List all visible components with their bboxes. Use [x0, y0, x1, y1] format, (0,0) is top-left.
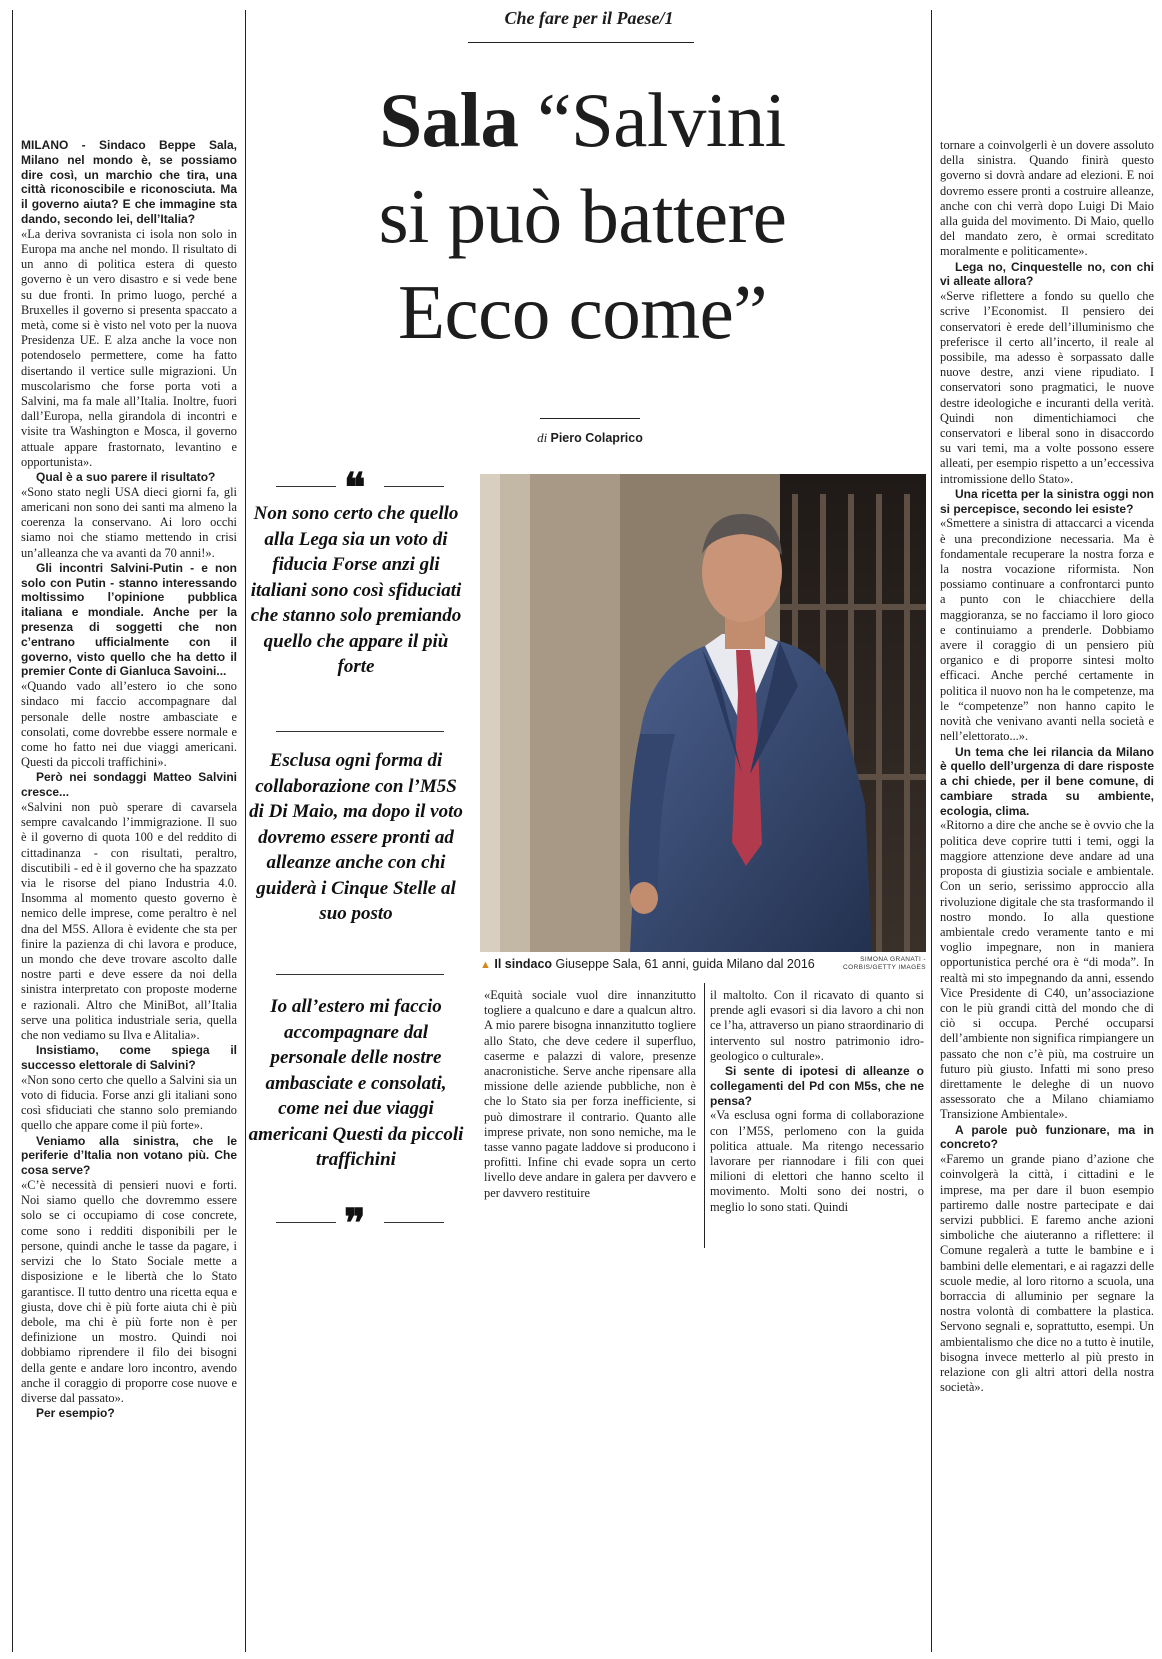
- interview-question: Però nei sondaggi Matteo Salvini cresce...: [21, 770, 237, 800]
- kicker-underline: [468, 42, 694, 43]
- photo-giuseppe-sala: [480, 474, 926, 952]
- interview-answer: «Va esclusa ogni forma di collaborazione con l’M5S, perlomeno con la guida politica attuale. Ma ritengo necessario lavorare per riannodare i fili con quei milioni di elettori che hanno scelto il movimento. Molti sono dei nostri, o meglio lo sono stati. Quindi: [710, 1108, 924, 1214]
- section-kicker: Che fare per il Paese/1: [504, 8, 674, 28]
- interview-question: Un tema che lei rilancia da Milano è quello dell’urgenza di dare risposte a chi chiede, per il bene comune, di cambiare strada su ambiente, ecologia, clima.: [940, 744, 1154, 818]
- pullquote-divider-2: [276, 974, 444, 975]
- byline: [470, 430, 710, 446]
- article-column-3: [484, 988, 696, 1201]
- pullquote-3: Io all’estero mi faccio accompagnare dal personale delle nostre ambasciate e consolati, come nei due viaggi americani Questi da piccoli traffichini: [248, 996, 464, 1170]
- interview-answer: «Faremo un grande piano d’azione che coinvolgerà la città, i cittadini e le imprese, ma per dare il buon esempio partiremo dalle nostre partecipate e dai servizi pubblici. E faremo anche azioni simboliche che aiuteranno a riflettere: il Comune regalerà a tutte le bambine e i bambini delle elementari, e ai ragazzi delle scuole medie, al loro ritorno a scuola, una borraccia di alluminio per segnare la nostra volontà di combattere la plastica. Servono segnali e, soprattutto, esempi. Un ambientalismo che dice no a tutto è inutile, bisogna invece metterlo al più presto in relazione con gli altri attori della nostra società».: [940, 1152, 1154, 1395]
- column-rule-inner: [704, 983, 705, 1248]
- caption-triangle-icon: ▲: [480, 959, 491, 971]
- pullquote-top-rule-right: [384, 486, 444, 487]
- caption-label: Il sindaco: [494, 957, 553, 971]
- photo-caption: [480, 957, 926, 971]
- interview-question: [21, 138, 237, 227]
- byline-rule: [540, 418, 640, 419]
- photo-illustration: [480, 474, 926, 952]
- column-rule-left-outer: [12, 10, 13, 1652]
- interview-answer: «C’è necessità di pensieri nuovi e forti. Noi siamo quello che dovremmo essere solo se ci occupiamo di cose concrete, come sono i redditi disponibili per le persone, quindi anche le tasse da pagare, i servizi che lo Stato Sociale mette a disposizione e le libertà che lo Stato garantisce. Il tutto dentro una ricetta equa e giusta, dove chi è più forte aiuta chi è più debole, ma chi è più forte non è per definizione un mostro. Quindi noi dobbiamo riprendere il filo dei bisogni della gente e andare loro incontro, avendo anche il coraggio di proporre cose nuove e diverse dal passato».: [21, 1178, 237, 1405]
- photo-credit: SIMONA GRANATI - CORBIS/GETTY IMAGES: [843, 956, 926, 971]
- pullquote-2: Esclusa ogni forma di collaborazione con l’M5S di Di Maio, ma dopo il voto dovremo essere pronti ad alleanze anche con chi guiderà i Cinque Stelle al suo posto: [249, 750, 463, 924]
- interview-answer: «Ritorno a dire che anche se è ovvio che la politica deve coprire tutti i temi, oggi la maggiore attenzione deve andare ad una proposta di giustizia sociale e ambientale. Con un serio, serissimo approccio alla rivoluzione digitale che sta trasformando il nostro mondo. Io alla questione ambientale credo veramente tanto e mi voglio impegnare, non in maniera opportunistica perché ora è “di moda”. In realtà mi sto impegnando da anni, essendo Vice Presidente di C40, un’associazione con le più grandi città del mondo che di ciò si occupa. Perché occuparsi dell’ambiente non significa rimpiangere un passato che non c’è più, ma costruire un futuro più giusto. Infatti mi sono preso direttamente le deleghe di un nuovo assessorato che a Milano chiamiamo Transizione Ambientale».: [940, 818, 1155, 1122]
- article-column-5: [940, 138, 1154, 1395]
- close-quote-icon: ❞: [344, 1201, 366, 1246]
- open-quote-icon: ❝: [344, 465, 366, 510]
- interview-answer: «Serve riflettere a fondo su quello che scrive l’Economist. Il pensiero dei conservatori è erede dell’illuminismo che preferisce il certo all’incerto, il reale al possibile, ma adesso è sorpassato dalle nuove destre, anzi viene ripudiato. I conservatori sono pragmatici, le nuove destre ideologiche e incuranti della verità. Quindi non dimentichiamoci che conservatori e liberal sono in disaccordo su vari temi, ma a volte possono essere alleati, per esempio rispetto a un’eccessiva intromissione dello Stato».: [940, 289, 1154, 486]
- interview-question: A parole può funzionare, ma in concreto?: [940, 1122, 1154, 1152]
- interview-answer: «Smettere a sinistra di attaccarci a vicenda è una precondizione necessaria. Ma è fondamentale recuperare la nostra forza e la nostra vocazione riformista. Non possiamo continuare a confrontarci punto a punto con le chiacchiere della maggioranza, se no facciamo il loro gioco e continuiamo a prenderle. Dobbiamo avere il coraggio di un pensiero più organico e di proporre sintesi molto efficaci. Anche perché certamente in politica il nuovo non ha le competenze, ma le “competenze” non hanno capito le novità che venivano avanti nella società e nell’elettorato...».: [940, 516, 1154, 744]
- column-rule-right: [931, 10, 932, 1652]
- pullquote-top-rule-left: [276, 486, 336, 487]
- interview-question: Insistiamo, come spiega il successo elettorale di Salvini?: [21, 1043, 237, 1073]
- pullquote-divider-1: [276, 731, 444, 732]
- interview-answer: tornare a coinvolgerli è un dovere assoluto della sinistra. Quando finirà questo governo si dovrà andare ad elezioni. E noi dovremo essere pronti a costruire alleanze, anche con chi verrà dopo Luigi Di Maio alla guida del movimento. Di Maio, quello del mandato zero, è ormai screditato moralmente e politicamente».: [940, 138, 1154, 259]
- headline-line3: Ecco come”: [397, 269, 768, 355]
- headline-name: Sala: [379, 77, 519, 163]
- interview-answer: «Non sono certo che quello a Salvini sia un voto di fiducia. Forse anzi gli italiani sono così sfiduciati che stanno solo premiando quello che appare come il più forte».: [21, 1072, 237, 1133]
- caption-text: Giuseppe Sala, 61 anni, guida Milano dal 2016: [555, 957, 815, 971]
- interview-question: Gli incontri Salvini-Putin - e non solo con Putin - stanno interessando moltissimo l’opinione pubblica italiana e mondiale. Anche per la presenza di soggetti che non c’entrano ufficialmente con il governo, visto quello che ha detto il premier Conte di Gianluca Savoini...: [21, 560, 237, 679]
- article-column-4: [710, 988, 924, 1215]
- column-rule-left: [245, 10, 246, 1652]
- pullquote-bottom-rule-right: [384, 1222, 444, 1223]
- pullquote-bottom-rule-left: [276, 1222, 336, 1223]
- interview-question: Per esempio?: [36, 1406, 115, 1421]
- pullquote-1: Non sono certo che quello alla Lega sia un voto di fiducia Forse anzi gli italiani sono così sfiduciati che stanno solo premiando quello che appare il più forte: [250, 503, 462, 677]
- interview-question: Si sente di ipotesi di alleanze o collegamenti del Pd con M5s, che ne pensa?: [710, 1064, 924, 1108]
- byline-author: Piero Colaprico: [550, 431, 643, 445]
- article-column-1: [21, 138, 237, 1421]
- interview-answer: «Quando vado all’estero io che sono sindaco mi faccio accompagnare dal personale delle nostre ambasciate e consolati, come dovrebbe essere normale e come ho fatto nei due viaggi americani. Questi da piccoli traffichini».: [21, 679, 237, 770]
- headline-line2: si può battere: [378, 173, 787, 259]
- interview-answer: «La deriva sovranista ci isola non solo in Europa ma anche nel mondo. Il risultato di un anno di politica estera di questo governo è un vero disastro e si vede bene su due fronti. In primo luogo, perché a Bruxelles il governo si presenta spaccato a metà, come si è visto nel voto per la nuova Presidenza UE. E alza anche la voce non potendoselo permettere, come ha fatto disertando il vertice sulle migrazioni. Un muscolarismo che forse porta voti a Salvini, ma fa male all’Italia. Inoltre, fuori dall’Europa, nella girandola di incontri e visite tra Washington e Mosca, il governo attuale appare frastornato, levantino e opportunista».: [21, 226, 237, 469]
- byline-prefix: di: [537, 430, 548, 445]
- interview-question: Lega no, Cinquestelle no, con chi vi alleate allora?: [940, 259, 1154, 289]
- interview-answer: «Salvini non può sperare di cavarsela sempre cavalcando l’immigrazione. Il suo è il governo di quota 100 e del reddito di cittadinanza - con risultati, peraltro, discutibili - ed è il governo che ha spazzato via le risorse del piano Industria 4.0. Insomma al momento questo governo è nemico delle imprese, come peraltro è nel dna del M5S. Allora è evidente che sta per finire la pazienza di chi lavora e produce, un mondo che deve trovare ascolto dalle nostre parti e deve essere da noi della sinistra interpretato con proposte moderne e razionali. Altro che MiniBot, all’Italia serve una politica industriale seria, quella che non vediamo su Ilva e Alitalia».: [21, 800, 237, 1043]
- question-text: Sindaco Beppe Sala, Milano nel mondo è, se possiamo dire così, un marchio che tira, una città riconoscibile e riconosciuta. Ma il governo aiuta? E che immagine sta dando, secondo lei, dell’Italia?: [21, 138, 238, 226]
- interview-question: Qual è a suo parere il risultato?: [36, 470, 216, 485]
- dateline: MILANO -: [21, 138, 86, 152]
- interview-answer: «Equità sociale vuol dire innanzitutto togliere a qualcuno e dare a qualcun altro. A mio parere bisogna innanzitutto togliere allo Stato, che deve cedere il superfluo, caserme e palazzi di valore, presenze anacronistiche. Serve anche ripensare alla missione delle aziende pubbliche, non è che lo Stato sia per forza inefficiente, si può dimostrare il contrario. Quanto alle imprese private, non sono nemiche, ma le tasse vanno pagate laddove si producono i profitti. Infine chi evade sopra un certo livello deve andare in galera per davvero e per davvero restituire: [484, 988, 696, 1200]
- interview-answer: il maltolto. Con il ricavato di quanto si prende agli evasori si dia lavoro a chi non ce l’ha, attraverso un piano straordinario di intervento sul nostro patrimonio idro-geologico o culturale».: [710, 988, 924, 1063]
- headline-line1: “Salvini: [537, 77, 786, 163]
- headline: [300, 72, 865, 360]
- interview-answer: «Sono stato negli USA dieci giorni fa, gli americani non sono dei santi ma almeno la coerenza la conservano. Ai loro occhi siamo noi che stiamo mettendo in crisi un’alleanza che va avanti da 70 anni!».: [21, 484, 237, 560]
- interview-question: Una ricetta per la sinistra oggi non si percepisce, secondo lei esiste?: [940, 486, 1154, 516]
- interview-question: Veniamo alla sinistra, che le periferie d’Italia non votano più. Che cosa serve?: [21, 1133, 237, 1178]
